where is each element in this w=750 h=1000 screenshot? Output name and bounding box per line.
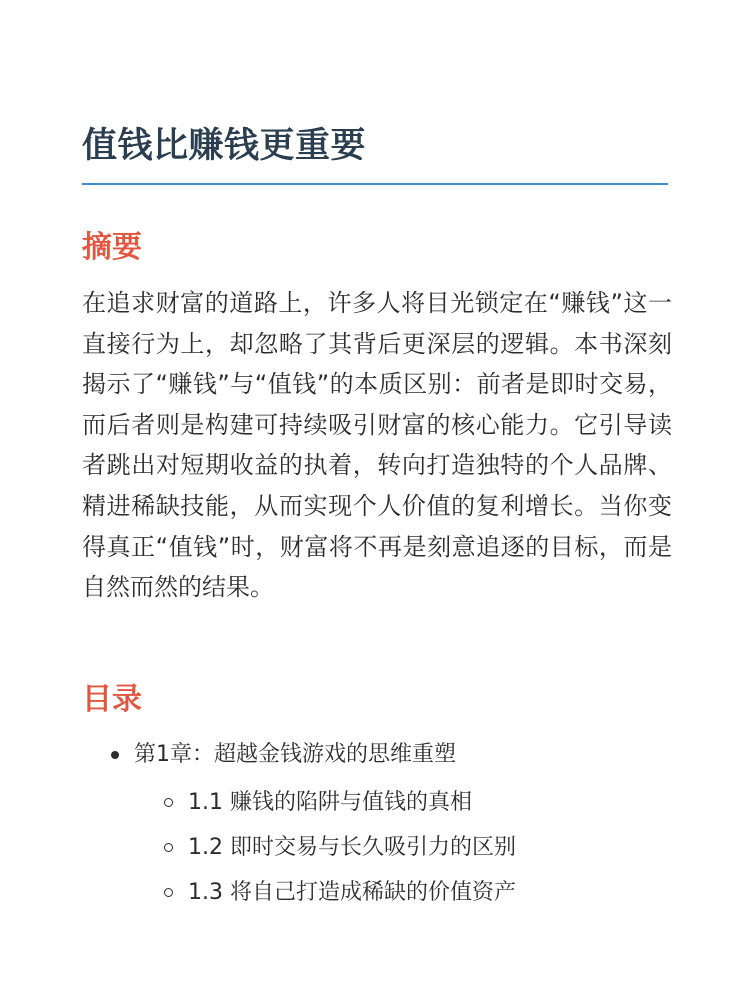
toc-heading: 目录 xyxy=(82,682,142,717)
bullet-disc-icon xyxy=(111,751,119,759)
title-divider xyxy=(82,183,668,185)
toc-section-1-1 xyxy=(82,785,668,821)
bullet-circle-icon xyxy=(164,798,173,807)
toc-section-label: 1.1 赚钱的陷阱与值钱的真相 xyxy=(188,790,472,815)
toc-chapter-1 xyxy=(82,737,668,911)
toc-section-1-2 xyxy=(82,830,668,866)
table-of-contents xyxy=(82,737,668,920)
bullet-circle-icon xyxy=(164,888,173,897)
toc-section-1-3 xyxy=(82,875,668,911)
toc-section-label: 1.2 即时交易与长久吸引力的区别 xyxy=(188,835,516,860)
toc-chapter-1-sections xyxy=(134,785,668,911)
toc-chapter-1-label: 第1章：超越金钱游戏的思维重塑 xyxy=(134,742,456,767)
summary-heading: 摘要 xyxy=(82,230,142,265)
page-title: 值钱比赚钱更重要 xyxy=(82,126,367,166)
bullet-circle-icon xyxy=(164,843,173,852)
summary-paragraph: 在追求财富的道路上，许多人将目光锁定在“赚钱”这一直接行为上，却忽略了其背后更深层的逻辑。本书深刻揭示了“赚钱”与“值钱”的本质区别：前者是即时交易，而后者则是构建可持续吸引财富的核心能力。它引导读者跳出对短期收益的执着，转向打造独特的个人品牌、精进稀缺技能，从而实现个人价值的复利增长。当你变得真正“值钱”时，财富将不再是刻意追逐的目标，而是自然而然的结果。 xyxy=(82,289,672,602)
toc-section-label: 1.3 将自己打造成稀缺的价值资产 xyxy=(188,880,516,905)
